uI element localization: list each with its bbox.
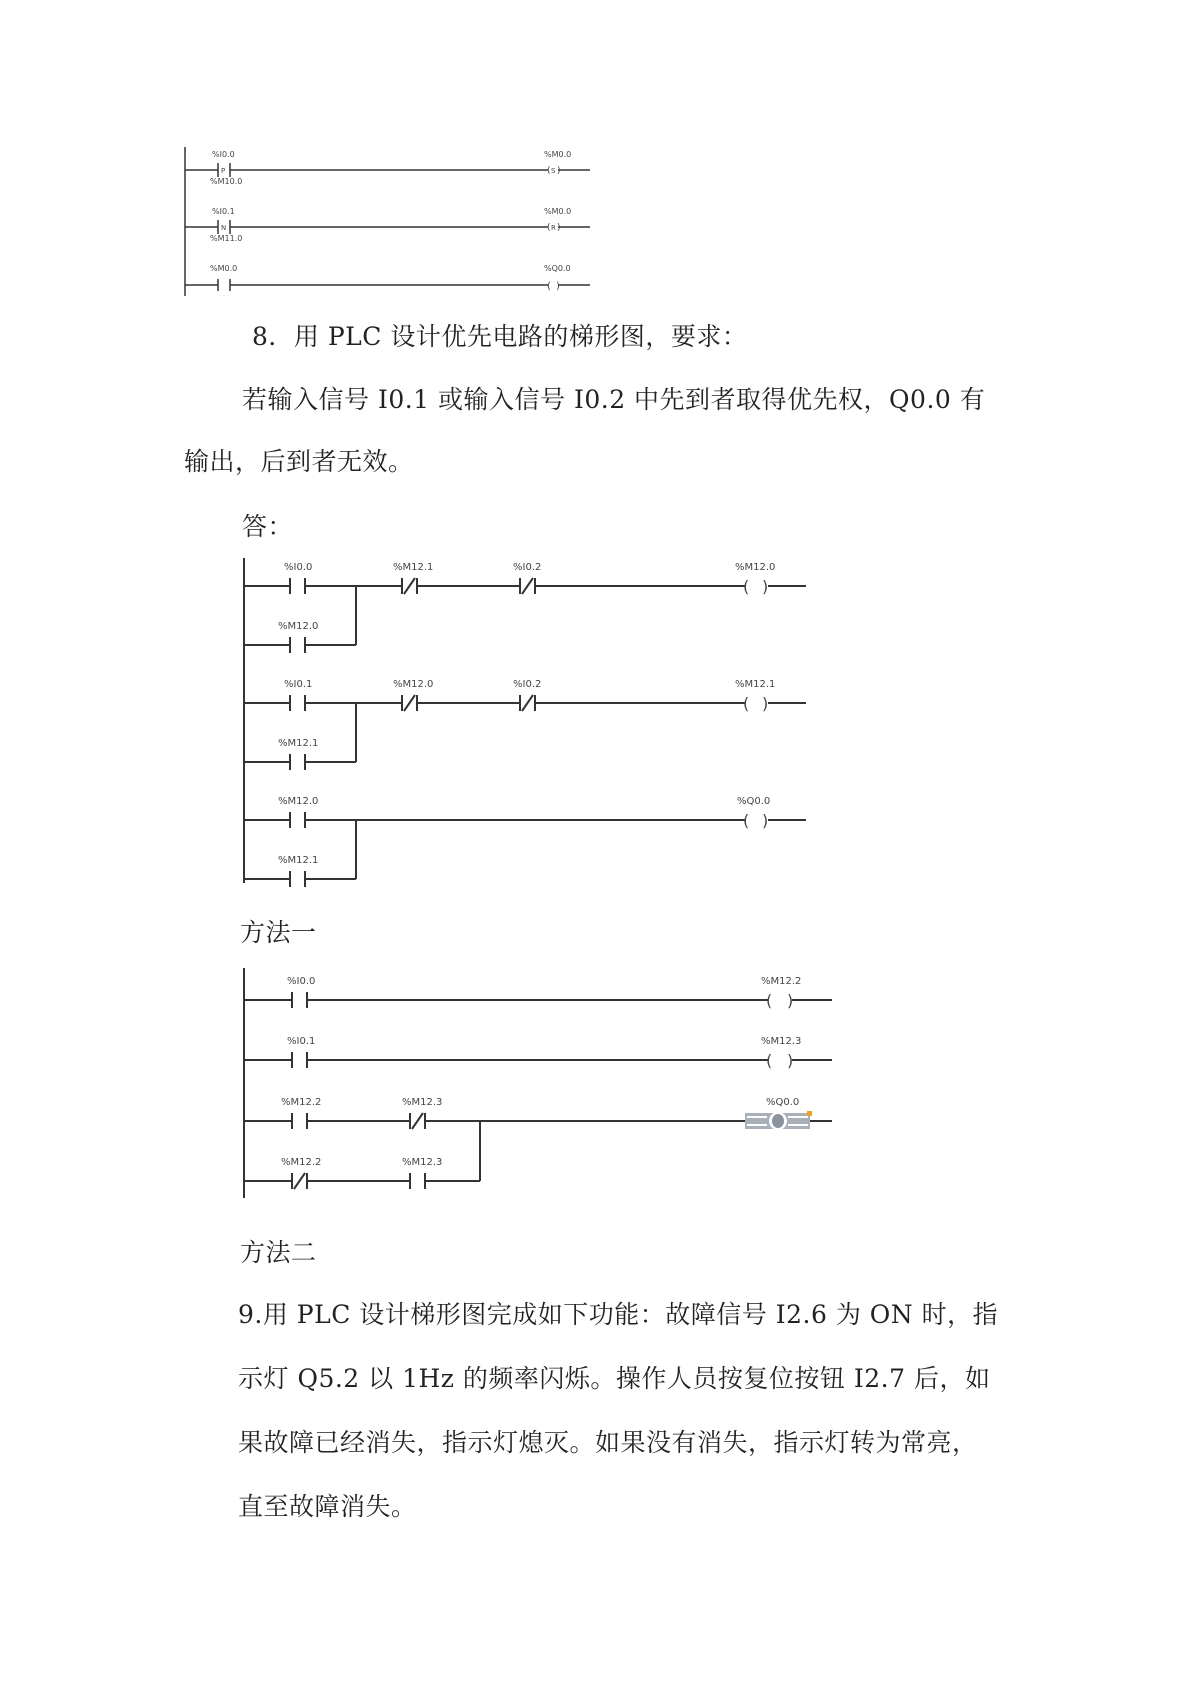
coil-glyph: ( <box>766 1051 773 1070</box>
q8-line: 输出，后到者无效。 <box>184 447 414 476</box>
ladder-method1 <box>244 558 806 887</box>
coil-glyph: ( <box>547 166 551 176</box>
q8-title: 8．用 PLC 设计优先电路的梯形图，要求： <box>252 322 748 351</box>
coil-glyph: ) <box>762 577 769 596</box>
contact-type-label: P <box>221 167 226 175</box>
coil-glyph: ) <box>557 166 561 176</box>
method1-caption: 方法一 <box>240 918 317 947</box>
coil-q0-0-highlight <box>745 1111 812 1130</box>
coil-glyph: ) <box>787 1051 794 1070</box>
tag-label: %M12.0 <box>278 621 319 632</box>
tag-label: %M12.1 <box>735 679 776 690</box>
tag-label: %I0.0 <box>284 562 313 573</box>
tag-label: %I0.0 <box>212 150 235 159</box>
tag-label: %I0.1 <box>287 1036 316 1047</box>
tag-label: %M0.0 <box>544 150 572 159</box>
tag-label: %M10.0 <box>210 177 243 186</box>
tag-label: %M12.3 <box>402 1097 443 1108</box>
coil-glyph: ( <box>743 811 750 830</box>
contact-type-label: N <box>221 224 227 232</box>
tag-label: %M12.3 <box>761 1036 802 1047</box>
coil-type-label: R <box>551 224 556 232</box>
tag-label: %M12.2 <box>761 976 802 987</box>
tag-label: %M12.0 <box>735 562 776 573</box>
tag-label: %M12.2 <box>281 1097 322 1108</box>
coil-glyph: ( <box>547 223 551 233</box>
answer-label: 答： <box>242 512 294 541</box>
ladder-method2 <box>244 968 832 1198</box>
tag-label: %M12.1 <box>393 562 434 573</box>
tag-label: %Q0.0 <box>737 796 771 807</box>
tag-label: %M12.2 <box>281 1157 322 1168</box>
coil-glyph: ) <box>557 223 561 233</box>
coil-glyph: ( <box>743 694 750 713</box>
tag-label: %I0.1 <box>284 679 313 690</box>
tag-label: %M12.1 <box>278 855 319 866</box>
tag-label: %M12.1 <box>278 738 319 749</box>
tag-label: %I0.2 <box>513 679 542 690</box>
q8-line: 若输入信号 I0.1 或输入信号 I0.2 中先到者取得优先权，Q0.0 有 <box>242 385 986 414</box>
tag-label: %Q0.0 <box>766 1097 800 1108</box>
tag-label: %M12.0 <box>393 679 434 690</box>
q9-line: 示灯 Q5.2 以 1Hz 的频率闪烁。操作人员按复位按钮 I2.7 后，如 <box>238 1364 991 1393</box>
coil-glyph: ( <box>743 577 750 596</box>
coil-type-label: S <box>551 167 556 175</box>
coil-glyph: ) <box>762 811 769 830</box>
tag-label: %I0.2 <box>513 562 542 573</box>
tag-label: %M11.0 <box>210 234 243 243</box>
tag-label: %M12.3 <box>402 1157 443 1168</box>
q9-line: 9.用 PLC 设计梯形图完成如下功能：故障信号 I2.6 为 ON 时，指 <box>238 1300 999 1329</box>
coil-glyph: ( <box>547 281 551 292</box>
method2-caption: 方法二 <box>240 1238 317 1267</box>
coil-glyph: ( <box>766 991 773 1010</box>
tag-label: %I0.0 <box>287 976 316 987</box>
coil-glyph: ) <box>556 281 560 292</box>
ladder-top <box>185 147 590 296</box>
tag-label: %M0.0 <box>210 264 238 273</box>
coil-glyph: ) <box>787 991 794 1010</box>
coil-glyph: ) <box>762 694 769 713</box>
tag-label: %Q0.0 <box>544 264 571 273</box>
q9-line: 果故障已经消失，指示灯熄灭。如果没有消失，指示灯转为常亮， <box>238 1428 978 1457</box>
tag-label: %I0.1 <box>212 207 235 216</box>
tag-label: %M0.0 <box>544 207 572 216</box>
tag-label: %M12.0 <box>278 796 319 807</box>
q9-line: 直至故障消失。 <box>238 1492 417 1521</box>
